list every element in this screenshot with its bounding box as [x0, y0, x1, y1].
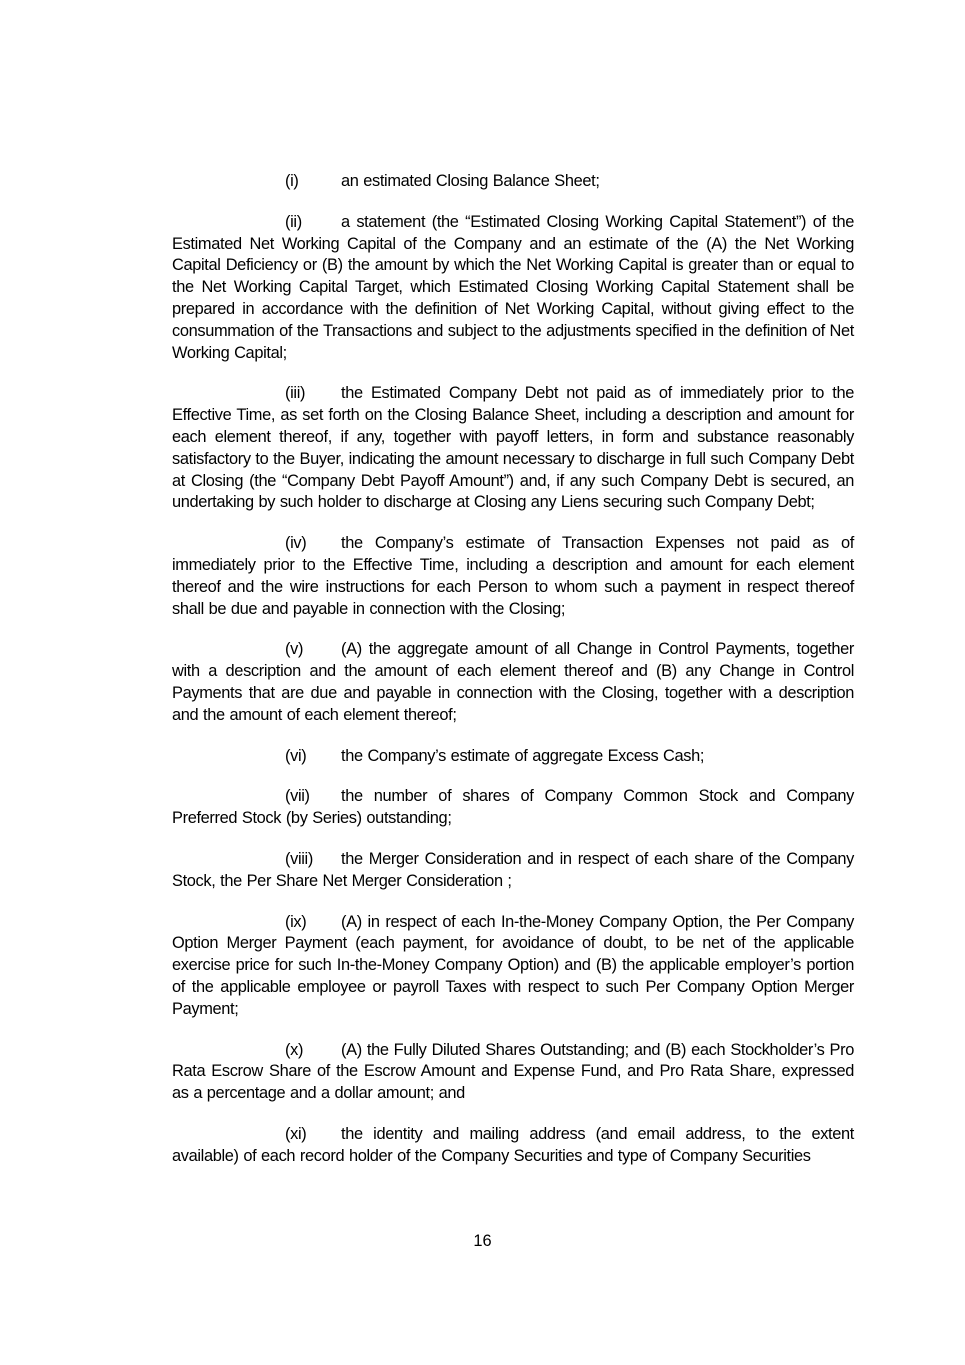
clause-text: a statement (the “Estimated Closing Working Capital Statement”) of the Estimated Net Working Capital of the Company and an estimate of the (A) the Net Working Capital Deficiency or (B) the amount by which the Net Working Capital is greater than or equal to the Net Working Capital Target, which Estimated Closing Working Capital Statement shall be prepared in accordance with the definition of Net Working Capital, without giving effect to the consummation of the Transactions and subject to the adjustments specified in the definition of Net Working Capital; [172, 212, 854, 362]
clause-xi [172, 1124, 854, 1168]
clause-label: (vi) [285, 746, 307, 765]
clause-ix [172, 912, 854, 1021]
clause-text: (A) the Fully Diluted Shares Outstanding; and (B) each Stockholder’s Pro Rata Escrow Share of the Escrow Amount and Expense Fund, and Pro Rata Share, expressed as a percentage and a dollar amount; and [172, 1040, 854, 1103]
clause-label: (ix) [285, 912, 307, 931]
clause-text: the Estimated Company Debt not paid as of immediately prior to the Effective Time, as set forth on the Closing Balance Sheet, including a description and amount for each element thereof, if any, together with payoff letters, in form and substance reasonably satisfactory to the Buyer, indicating the amount necessary to discharge in full such Company Debt at Closing (the “Company Debt Payoff Amount”) and, if any such Company Debt is secured, an undertaking by such holder to discharge at Closing any Liens securing such Company Debt; [172, 384, 854, 512]
clause-i [172, 171, 854, 193]
clause-text: (A) in respect of each In-the-Money Company Option, the Per Company Option Merger Payment (each payment, for avoidance of doubt, to be net of the applicable exercise price for such In-the-Money Company Option) and (B) the applicable employer’s portion of the applicable employee or payroll Taxes with respect to such Per Company Option Merger Payment; [172, 912, 854, 1018]
clause-label: (viii) [285, 849, 313, 868]
clause-text: (A) the aggregate amount of all Change in Control Payments, together with a description and the amount of each element thereof and (B) any Change in Control Payments that are due and payable in connection with the Closing, together with a description and the amount of each element thereof; [172, 640, 854, 724]
clause-label: (i) [285, 172, 299, 190]
clause-v [172, 639, 854, 726]
clause-text: an estimated Closing Balance Sheet; [341, 172, 600, 190]
clause-iii [172, 383, 854, 514]
clause-viii [172, 849, 854, 893]
clause-ii [172, 212, 854, 365]
clause-iv [172, 533, 854, 620]
clause-label: (v) [285, 640, 304, 659]
document-body [172, 171, 854, 1186]
clause-vi [172, 746, 854, 768]
clause-label: (vii) [285, 787, 310, 806]
clause-label: (iii) [285, 384, 306, 403]
clause-label: (iv) [285, 534, 307, 553]
page-number: 16 [473, 1232, 492, 1250]
clause-vii [172, 786, 854, 830]
clause-text: the Merger Consideration and in respect of each share of the Company Stock, the Per Share Net Merger Consideration ; [172, 849, 854, 890]
clause-text: the Company’s estimate of Transaction Expenses not paid as of immediately prior to the Effective Time, including a description and amount for each element thereof and the wire instructions for each Person to whom such a payment in respect thereof shall be due and payable in connection with the Closing; [172, 534, 854, 618]
clause-label: (x) [285, 1040, 304, 1059]
clause-x [172, 1040, 854, 1105]
clause-label: (xi) [285, 1124, 307, 1143]
clause-text: the identity and mailing address (and email address, to the extent available) of each record holder of the Company Securities and type of Company Securities [172, 1124, 854, 1165]
clause-text: the Company’s estimate of aggregate Excess Cash; [341, 746, 705, 765]
clause-text: the number of shares of Company Common Stock and Company Preferred Stock (by Series) outstanding; [172, 787, 854, 828]
clause-label: (ii) [285, 212, 302, 231]
